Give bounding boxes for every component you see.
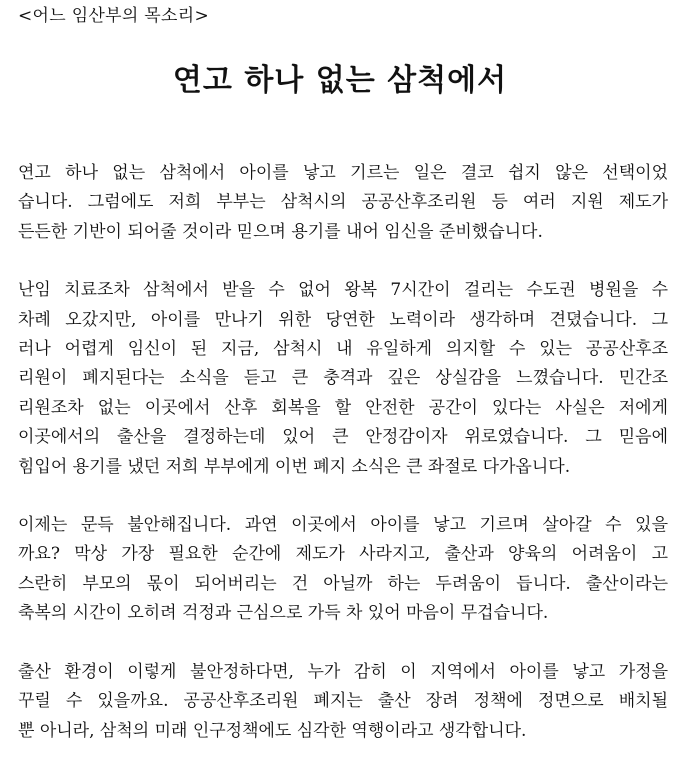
paragraph-1 (18, 159, 668, 247)
paragraph-line: 출산 환경이 이렇게 불안정하다면, 누가 감히 이 지역에서 아이를 낳고 가정을 (18, 661, 668, 682)
paragraph-line: 힘입어 용기를 냈던 저희 부부에게 이번 폐지 소식은 큰 좌절로 다가옵니다. (18, 456, 571, 477)
paragraph-line: 연고 하나 없는 삼척에서 아이를 낳고 기르는 일은 결코 쉽지 않은 선택이었 (18, 163, 668, 183)
paragraph-line: 리원조차 없는 이곳에서 산후 회복을 할 안전한 공간이 있다는 사실은 저에게 (18, 397, 668, 418)
paragraph-line: 든든한 기반이 되어줄 것이라 믿으며 용기를 내어 임신을 준비했습니다. (18, 221, 543, 242)
document-title: 연고 하나 없는 삼척에서 (172, 63, 508, 98)
paragraph-2 (18, 276, 668, 482)
document-body (18, 159, 668, 775)
paragraph-line: 차례 오갔지만, 아이를 만나기 위한 당연한 노력이라 생각하며 견뎠습니다. 그 (18, 309, 668, 330)
paragraph-line: 습니다. 그럼에도 저희 부부는 삼척시의 공공산후조리원 등 여러 지원 제도가 (18, 192, 668, 213)
paragraph-4 (18, 658, 668, 746)
paragraph-line: 난임 치료조차 삼척에서 받을 수 없어 왕복 7시간이 걸리는 수도권 병원을 수 (18, 280, 668, 301)
paragraph-line: 러나 어렵게 임신이 된 지금, 삼척시 내 유일하게 의지할 수 있는 공공산후조 (18, 339, 668, 360)
document-subtitle: <어느 임산부의 목소리> (18, 6, 209, 26)
paragraph-3 (18, 511, 668, 629)
paragraph-line: 뿐 아니라, 삼척의 미래 인구정책에도 심각한 역행이라고 생각합니다. (18, 720, 527, 741)
paragraph-line: 축복의 시간이 오히려 걱정과 근심으로 가득 차 있어 마음이 무겁습니다. (18, 603, 549, 624)
paragraph-line: 리원이 폐지된다는 소식을 듣고 큰 충격과 깊은 상실감을 느꼈습니다. 민간조 (18, 368, 668, 389)
paragraph-line: 이제는 문득 불안해집니다. 과연 이곳에서 아이를 낳고 기르며 살아갈 수 있을 (18, 515, 668, 536)
paragraph-line: 까요? 막상 가장 필요한 순간에 제도가 사라지고, 출산과 양육의 어려움이 고 (18, 544, 668, 565)
paragraph-line: 스란히 부모의 몫이 되어버리는 건 아닐까 하는 두려움이 듭니다. 출산이라는 (18, 573, 668, 594)
paragraph-line: 이곳에서의 출산을 결정하는데 있어 큰 안정감이자 위로였습니다. 그 믿음에 (18, 427, 668, 448)
paragraph-line: 꾸릴 수 있을까요. 공공산후조리원 폐지는 출산 장려 정책에 정면으로 배치될 (18, 691, 668, 712)
